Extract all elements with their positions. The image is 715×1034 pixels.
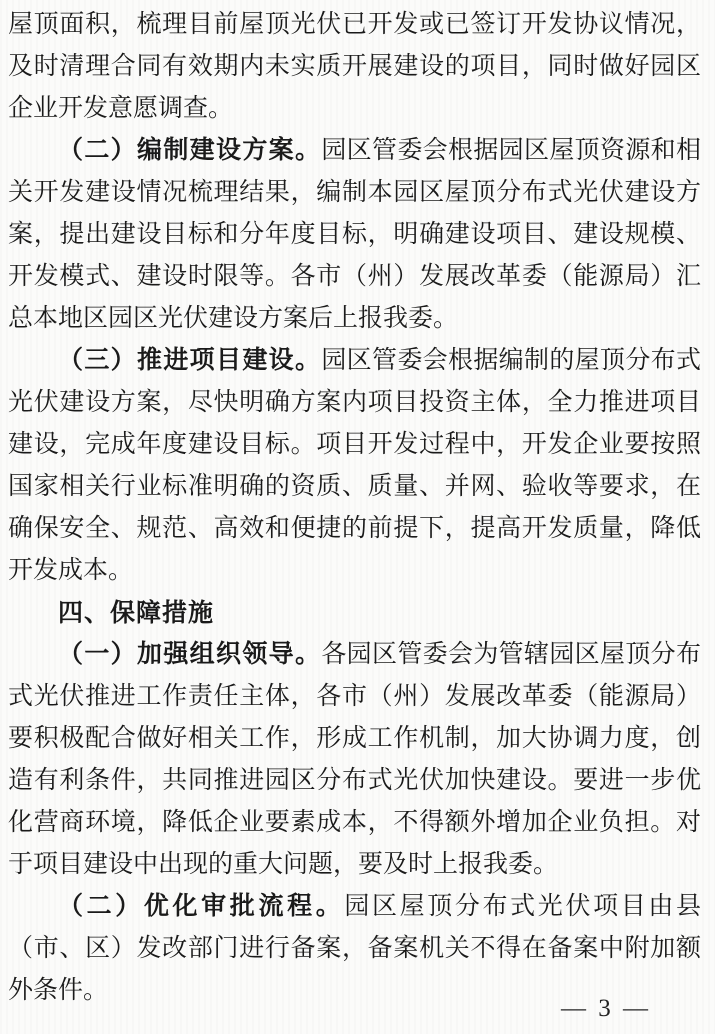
section-heading: 四、保障措施 <box>58 599 215 627</box>
paragraph-text: 屋顶面积，梳理目前屋顶光伏已开发或已签订开发协议情况，及时清理合同有效期内未实质开展建设的项目，同时做好园区企业开发意愿调查。 <box>8 11 701 122</box>
paragraph-text: 园区管委会根据园区屋顶资源和相关开发建设情况梳理结果，编制本园区屋顶分布式光伏建设方案，提出建设目标和分年度目标，明确建设项目、建设规模、开发模式、建设时限等。各市（州）发展改革委（能源局）汇总本地区园区光伏建设方案后上报我委。 <box>8 137 701 332</box>
paragraph <box>8 340 701 592</box>
paragraph-text: 园区管委会根据编制的屋顶分布式光伏建设方案，尽快明确方案内项目投资主体，全力推进项目建设，完成年度建设目标。项目开发过程中，开发企业要按照国家相关行业标准明确的资质、质量、并网、验收等要求，在确保安全、规范、高效和便捷的前提下，提高开发质量，降低开发成本。 <box>8 347 701 584</box>
paragraph-lead: （一）加强组织领导。 <box>58 641 322 668</box>
paragraph-lead: （三）推进项目建设。 <box>58 347 322 374</box>
paragraph-text: 各园区管委会为管辖园区屋顶分布式光伏推进工作责任主体，各市（州）发展改革委（能源局）要积极配合做好相关工作，形成工作机制，加大协调力度，创造有利条件，共同推进园区分布式光伏加快建设。要进一步优化营商环境，降低企业要素成本，不得额外增加企业负担。对于项目建设中出现的重大问题，要及时上报我委。 <box>8 641 701 878</box>
paragraph-lead: （二）编制建设方案。 <box>58 137 322 164</box>
paragraph <box>8 130 701 340</box>
paragraph <box>8 4 701 130</box>
page-number: — 3 — <box>561 995 651 1022</box>
paragraph <box>8 634 701 886</box>
paragraph-lead: （二）优化审批流程。 <box>58 893 345 920</box>
document-body <box>8 4 701 1012</box>
paragraph-text: 园区屋顶分布式光伏项目由县（市、区）发改部门进行备案，备案机关不得在备案中附加额外条件。 <box>8 893 701 1004</box>
